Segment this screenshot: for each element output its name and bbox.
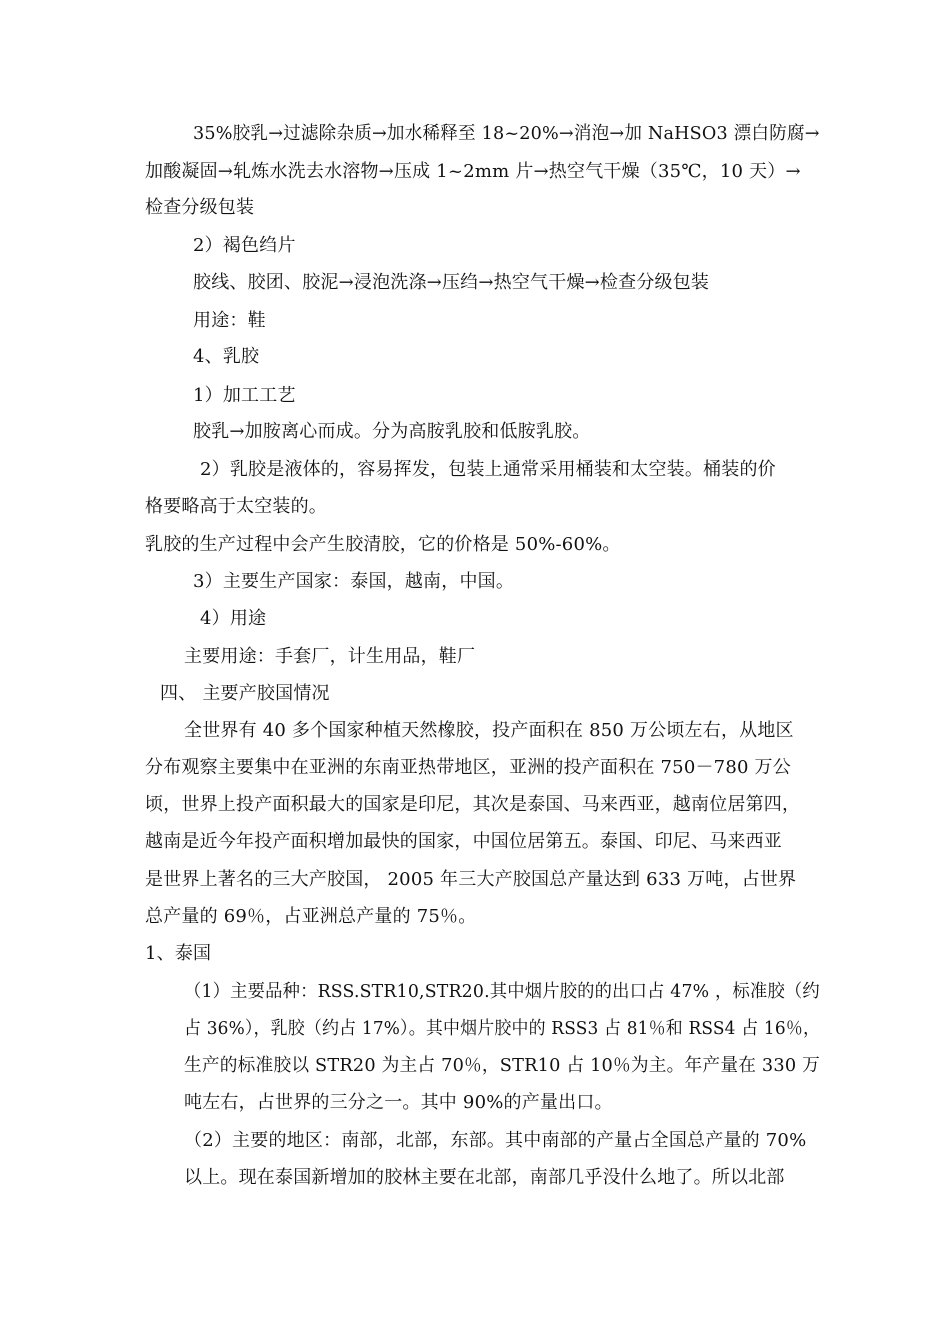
text-line: （1）主要品种：RSS.STR10,STR20.其中烟片胶的的出口占 47% ，标准胶（约	[184, 981, 820, 1002]
text-line: 是世界上著名的三大产胶国， 2005 年三大产胶国总产量达到 633 万吨，占世界	[145, 869, 797, 890]
text-line: 35%胶乳→过滤除杂质→加水稀释至 18~20%→消泡→加 NaHSO3 漂白防腐→	[193, 123, 820, 144]
text-line: 占 36%），乳胶（约占 17%）。其中烟片胶中的 RSS3 占 81％和 RSS4 占 16％，	[184, 1018, 821, 1039]
text-line: 用途：鞋	[193, 310, 266, 331]
text-line: 全世界有 40 多个国家种植天然橡胶，投产面积在 850 万公顷左右，从地区	[184, 720, 794, 741]
text-line: 1）加工工艺	[193, 385, 296, 406]
text-line: 主要用途：手套厂，计生用品，鞋厂	[184, 646, 476, 667]
text-line: （2）主要的地区：南部，北部，东部。其中南部的产量占全国总产量的 70%	[184, 1130, 807, 1151]
text-line: 以上。现在泰国新增加的胶林主要在北部，南部几乎没什么地了。所以北部	[184, 1167, 785, 1188]
text-line: 总产量的 69％，占亚洲总产量的 75％。	[145, 906, 477, 927]
text-line: 胶乳→加胺离心而成。分为高胺乳胶和低胺乳胶。	[193, 421, 591, 442]
text-line: 加酸凝固→轧炼水洗去水溶物→压成 1~2mm 片→热空气干燥（35℃，10 天）→	[145, 161, 801, 182]
text-line: 吨左右，占世界的三分之一。其中 90%的产量出口。	[184, 1092, 613, 1113]
text-line: 格要略高于太空装的。	[145, 496, 327, 517]
text-line: 分布观察主要集中在亚洲的东南亚热带地区，亚洲的投产面积在 750－780 万公	[145, 757, 791, 778]
section-heading: 四、 主要产胶国情况	[160, 683, 330, 704]
text-line: 检查分级包装	[145, 197, 255, 218]
text-line: 4、乳胶	[193, 346, 260, 367]
text-line: 生产的标准胶以 STR20 为主占 70％，STR10 占 10％为主。年产量在 330 万	[184, 1055, 821, 1076]
text-line: 2）褐色绉片	[193, 235, 296, 256]
text-line: 顷，世界上投产面积最大的国家是印尼，其次是泰国、马来西亚，越南位居第四，	[145, 794, 801, 815]
text-line: 4）用途	[200, 608, 267, 629]
text-line: 越南是近今年投产面积增加最快的国家，中国位居第五。泰国、印尼、马来西亚	[145, 831, 782, 852]
text-line: 胶线、胶团、胶泥→浸泡洗涤→压绉→热空气干燥→检查分级包装	[193, 272, 710, 293]
text-line: 乳胶的生产过程中会产生胶清胶，它的价格是 50%-60%。	[145, 534, 621, 555]
text-line: 2）乳胶是液体的，容易挥发，包装上通常采用桶装和太空装。桶装的价	[200, 459, 776, 480]
subsection-heading: 1、泰国	[145, 943, 212, 964]
text-line: 3）主要生产国家：泰国，越南，中国。	[193, 571, 515, 592]
